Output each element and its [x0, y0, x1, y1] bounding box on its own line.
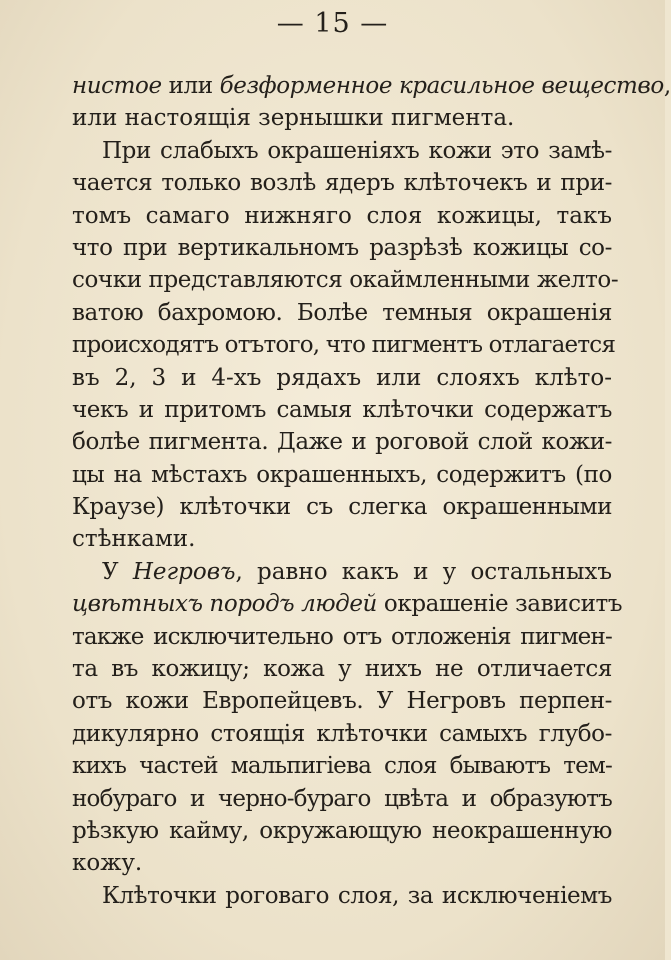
text-line [72, 102, 612, 134]
text-line [72, 200, 612, 232]
text-line [72, 815, 612, 847]
text-run: Клѣточки роговаго слоя, за исключеніемъ [102, 882, 612, 909]
text-line [72, 556, 612, 588]
text-run: кожу. [72, 850, 143, 877]
text-run: окрашеніе зависитъ [376, 591, 623, 618]
text-run: чается только возлѣ ядеръ клѣточекъ и при- [72, 170, 612, 197]
text-run: цы на мѣстахъ окрашенныхъ, содержитъ (по [72, 461, 612, 488]
text-line [72, 232, 612, 264]
text-line [72, 491, 612, 523]
text-run: происходятъ отътого, что пигментъ отлагается [72, 332, 616, 359]
text-line [72, 167, 612, 199]
text-run: или настоящія зернышки пигмента. [72, 105, 515, 132]
text-run: отъ кожи Европейцевъ. У Негровъ перпен- [72, 688, 612, 715]
text-run: нобураго и черно-бураго цвѣта и образуютъ [72, 785, 612, 812]
text-run: , равно какъ и у остальныхъ [235, 558, 612, 585]
text-line [72, 588, 623, 620]
text-line [72, 880, 612, 912]
body-text [72, 70, 671, 912]
text-line [72, 685, 612, 717]
text-run: рѣзкую кайму, окружающую неокрашенную [72, 817, 612, 844]
text-line [72, 426, 612, 458]
italic-phrase: Негровъ [132, 558, 236, 585]
text-line [72, 523, 612, 555]
text-run: стѣнками. [72, 526, 196, 553]
text-run: сочки представляются окаймленными желто- [72, 267, 619, 294]
text-run: , [663, 73, 671, 99]
text-run: что при вертикальномъ разрѣзѣ кожицы со- [72, 234, 612, 261]
text-run: та въ кожицу; кожа у нихъ не отличается [72, 656, 612, 683]
text-line [72, 847, 612, 879]
text-line [72, 70, 671, 102]
text-run: томъ самаго нижняго слоя кожицы, такъ [72, 202, 612, 229]
text-run: дикулярно стоящія клѣточки самыхъ глубо- [72, 720, 612, 747]
text-line [72, 135, 612, 167]
text-line [72, 653, 612, 685]
text-line [72, 750, 612, 782]
italic-phrase: нистое [72, 73, 162, 99]
text-line [72, 264, 619, 296]
text-run: болѣе пигмента. Даже и роговой слой кожи- [72, 429, 612, 456]
text-line [72, 783, 612, 815]
text-run: У [102, 558, 133, 585]
text-run: въ 2, 3 и 4-хъ рядахъ или слояхъ клѣто- [72, 364, 612, 391]
page-number-header: — 15 — [276, 8, 389, 39]
text-line [72, 621, 612, 653]
text-run: или [161, 73, 220, 99]
text-line [72, 459, 612, 491]
text-run: Краузе) клѣточки съ слегка окрашенными [72, 494, 612, 521]
text-line [72, 718, 612, 750]
text-run: При слабыхъ окрашеніяхъ кожи это замѣ- [102, 137, 612, 164]
text-run: также исключительно отъ отложенія пигмен- [72, 623, 612, 650]
text-line [72, 394, 612, 426]
text-run: чекъ и притомъ самыя клѣточки содержатъ [72, 396, 612, 423]
italic-phrase: безформенное красильное вещество [219, 73, 664, 99]
italic-phrase: цвѣтныхъ породъ людей [72, 591, 377, 618]
text-line [72, 329, 616, 361]
text-run: кихъ частей мальпигіева слоя бываютъ тем- [72, 753, 612, 780]
text-run: ватою бахромою. Болѣе темныя окрашенія [72, 299, 612, 326]
text-line [72, 297, 612, 329]
text-line [72, 362, 612, 394]
